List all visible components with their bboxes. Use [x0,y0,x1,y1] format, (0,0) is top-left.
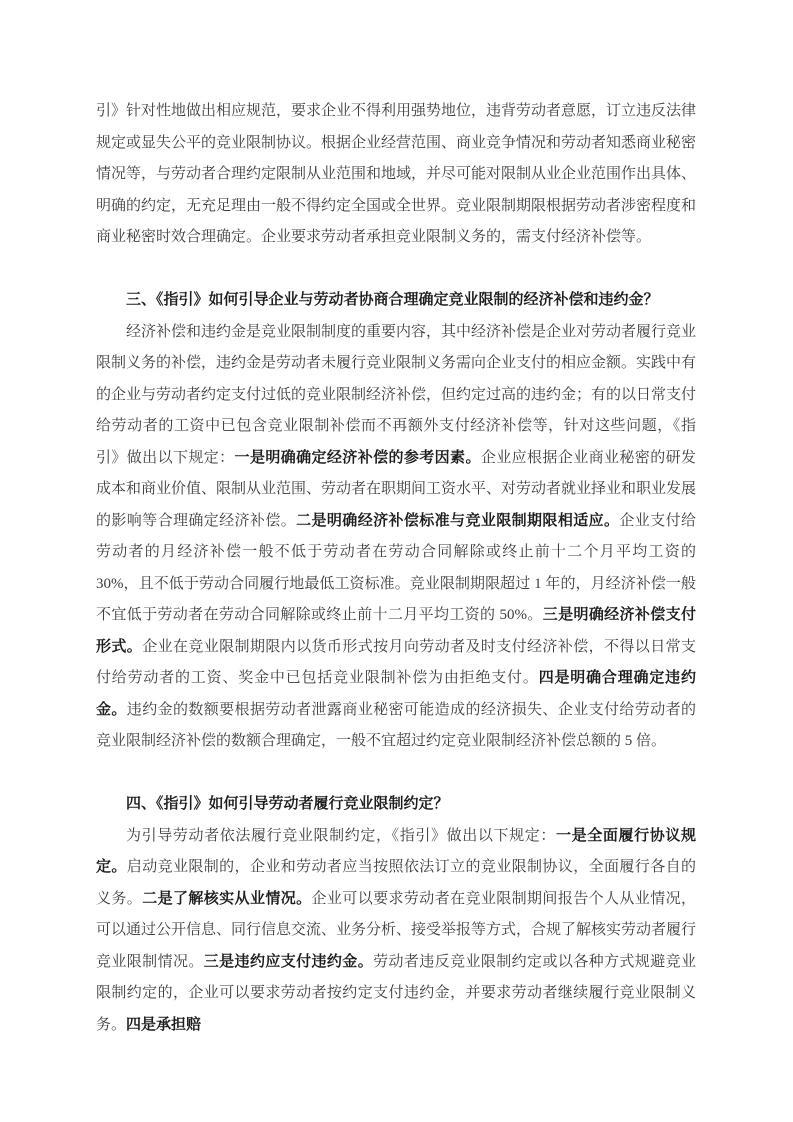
text-run: 劳动者违反竞业限制约定或以各种方式规避竞业限制约定的，企业可以要求劳动者按约定支付违约金，并要求劳动者继续履行竞业限制义务。 [96,953,696,1033]
emphasis-run: 四是承担赔 [126,1016,202,1033]
text-run: 为引导劳动者依法履行竞业限制约定，《指引》做出以下规定： [126,827,556,844]
emphasis-run: 三、《指引》如何引导企业与劳动者协商合理确定竞业限制的经济补偿和违约金？ [126,292,659,308]
text-run: 企业可以要求劳动者在竞业限制期间报告个人从业情况，可以通过公开信息、同行信息交流、业务分析、接受举报等方式，合规了解核实劳动者履行竞业限制情况。 [96,890,697,970]
text-run: 企业应根据企业商业秘密的研发成本和商业价值、限制从业范围、劳动者在职期间工资水平、对劳动者就业择业和职业发展的影响等合理确定经济补偿。 [96,449,697,529]
text-run: 企业支付给劳动者的月经济补偿一般不低于劳动者在劳动合同解除或终止前十二个月平均工资的 30%，且不低于劳动合同履行地最低工资标准。竞业限制期限超过 1 年的，月经济补偿一般不宜低于劳动者在劳动合同解除或终止前十二月平均工资的 50%。 [96,512,696,623]
text-run: 启动竞业限制的，企业和劳动者应当按照依法订立的竞业限制协议，全面履行各自的义务。 [96,859,696,907]
emphasis-run: 二是明确经济补偿标准与竞业限制期限相适应。 [296,512,620,529]
emphasis-run: 二是了解核实从业情况。 [142,890,312,907]
text-run: 违约金的数额要根据劳动者泄露商业秘密可能造成的经济损失、企业支付给劳动者的竞业限制经济补偿的数额合理确定，一般不宜超过约定竞业限制经济补偿总额的 5 倍。 [96,701,696,749]
emphasis-run: 四、《指引》如何引导劳动者履行竞业限制约定？ [126,796,449,812]
emphasis-run: 一是全面履行协议规定。 [96,827,696,875]
section-heading [96,285,696,317]
section-heading [96,789,696,821]
emphasis-run: 三是违约应支付违约金。 [203,953,374,970]
paragraph [96,96,696,254]
paragraph [96,317,696,758]
text-run: 企业在竞业限制期限内以货币形式按月向劳动者及时支付经济补偿，不得以日常支付给劳动者的工资、奖金中已包括竞业限制补偿为由拒绝支付。 [96,638,696,686]
document-body [96,96,696,1041]
emphasis-run: 四是明确合理确定违约金。 [96,670,696,718]
text-run: 引》针对性地做出相应规范，要求企业不得利用强势地位，违背劳动者意愿，订立违反法律规定或显失公平的竞业限制协议。根据企业经营范围、商业竞争情况和劳动者知悉商业秘密情况等，与劳动者合理约定限制从业范围和地域，并尽可能对限制从业企业范围作出具体、明确的约定，无充足理由一般不得约定全国或全世界。竞业限制期限根据劳动者涉密程度和商业秘密时效合理确定。企业要求劳动者承担竞业限制义务的，需支付经济补偿等。 [96,103,697,245]
emphasis-run: 三是明确经济补偿支付形式。 [96,607,696,655]
paragraph [96,821,696,1042]
emphasis-run: 一是明确确定经济补偿的参考因素。 [234,449,481,466]
text-run: 经济补偿和违约金是竞业限制制度的重要内容，其中经济补偿是企业对劳动者履行竞业限制义务的补偿，违约金是劳动者未履行竞业限制义务需向企业支付的相应金额。实践中有的企业与劳动者约定支付过低的竞业限制经济补偿，但约定过高的违约金；有的以日常支付给劳动者的工资中已包含竞业限制补偿而不再额外支付经济补偿等，针对这些问题，《指引》做出以下规定： [96,323,697,466]
